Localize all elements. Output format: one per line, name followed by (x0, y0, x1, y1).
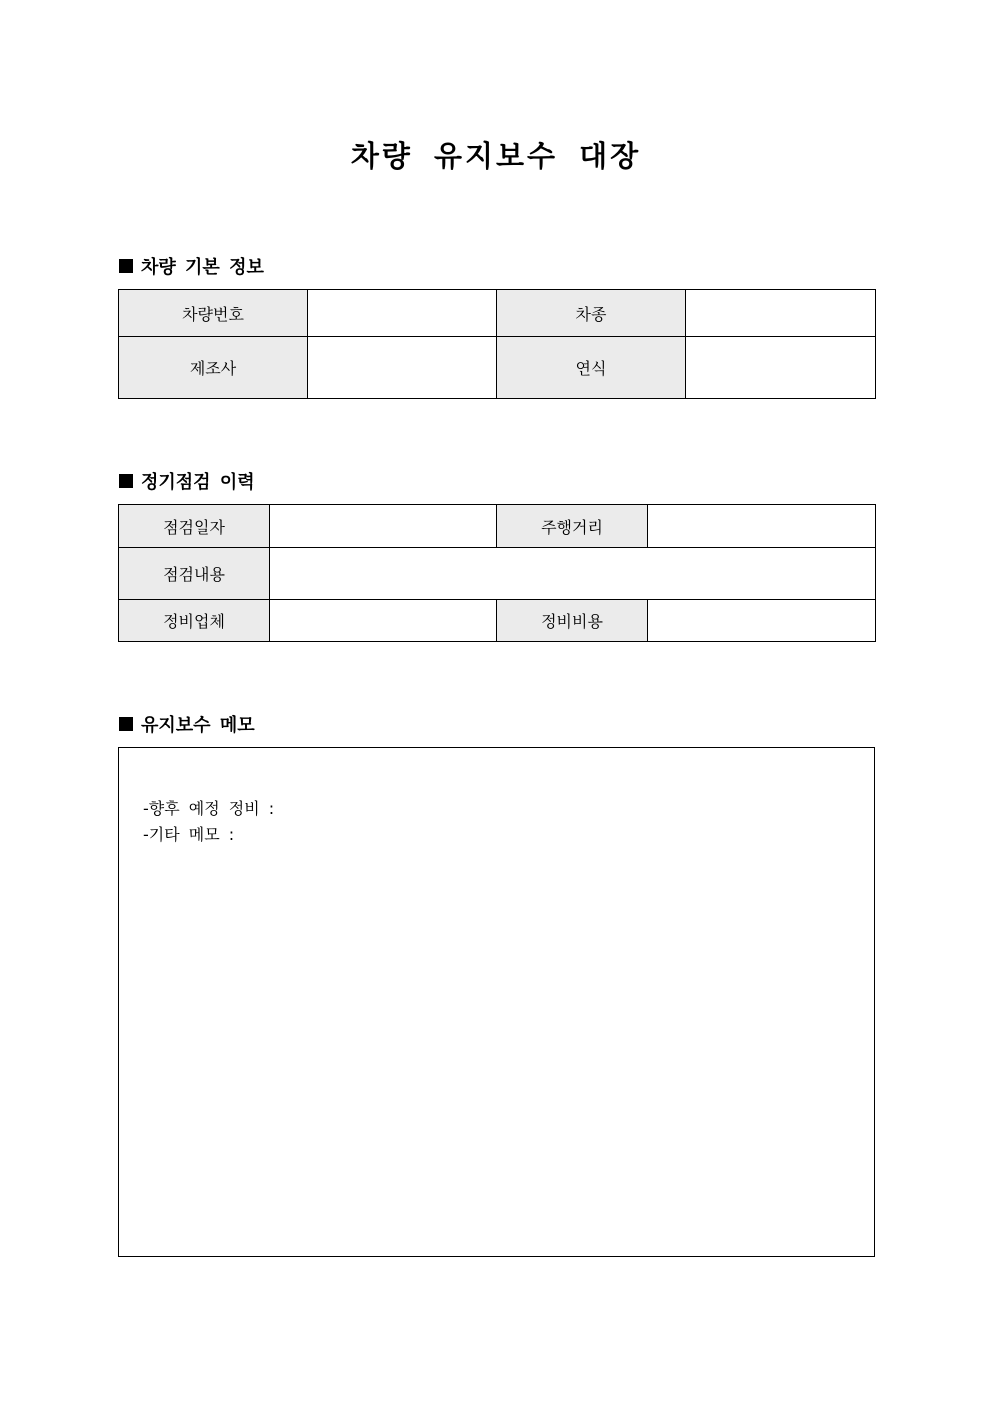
maker-field[interactable] (308, 337, 497, 399)
year-field[interactable] (686, 337, 876, 399)
section-heading-label: 정기점검 이력 (141, 472, 255, 493)
inspection-details-label: 점검내용 (119, 548, 270, 600)
square-bullet-icon (119, 717, 133, 731)
repair-cost-field[interactable] (648, 600, 876, 642)
repair-shop-label: 정비업체 (119, 600, 270, 642)
memo-line-planned-maintenance: -향후 예정 정비 : (143, 799, 275, 818)
plate-field[interactable] (308, 290, 497, 337)
mileage-label: 주행거리 (497, 505, 648, 548)
inspection-date-field[interactable] (270, 505, 497, 548)
inspection-details-field[interactable] (270, 548, 876, 600)
section-heading-inspection (119, 468, 255, 494)
plate-label: 차량번호 (119, 290, 308, 337)
maker-label: 제조사 (119, 337, 308, 399)
repair-shop-field[interactable] (270, 600, 497, 642)
page-title: 차량 유지보수 대장 (350, 139, 642, 173)
section-heading-label: 차량 기본 정보 (141, 257, 264, 278)
table-row (119, 337, 876, 399)
mileage-field[interactable] (648, 505, 876, 548)
inspection-table (118, 504, 876, 642)
table-row (119, 290, 876, 337)
memo-line-other-notes: -기타 메모 : (143, 825, 235, 844)
square-bullet-icon (119, 474, 133, 488)
square-bullet-icon (119, 259, 133, 273)
section-heading-basic-info (119, 253, 264, 279)
table-row (119, 505, 876, 548)
inspection-date-label: 점검일자 (119, 505, 270, 548)
section-heading-memo (119, 711, 255, 737)
section-heading-label: 유지보수 메모 (141, 715, 255, 736)
memo-box[interactable] (118, 747, 875, 1257)
basic-info-table (118, 289, 876, 399)
table-row (119, 548, 876, 600)
table-row (119, 600, 876, 642)
model-field[interactable] (686, 290, 876, 337)
repair-cost-label: 정비비용 (497, 600, 648, 642)
year-label: 연식 (497, 337, 686, 399)
model-label: 차종 (497, 290, 686, 337)
